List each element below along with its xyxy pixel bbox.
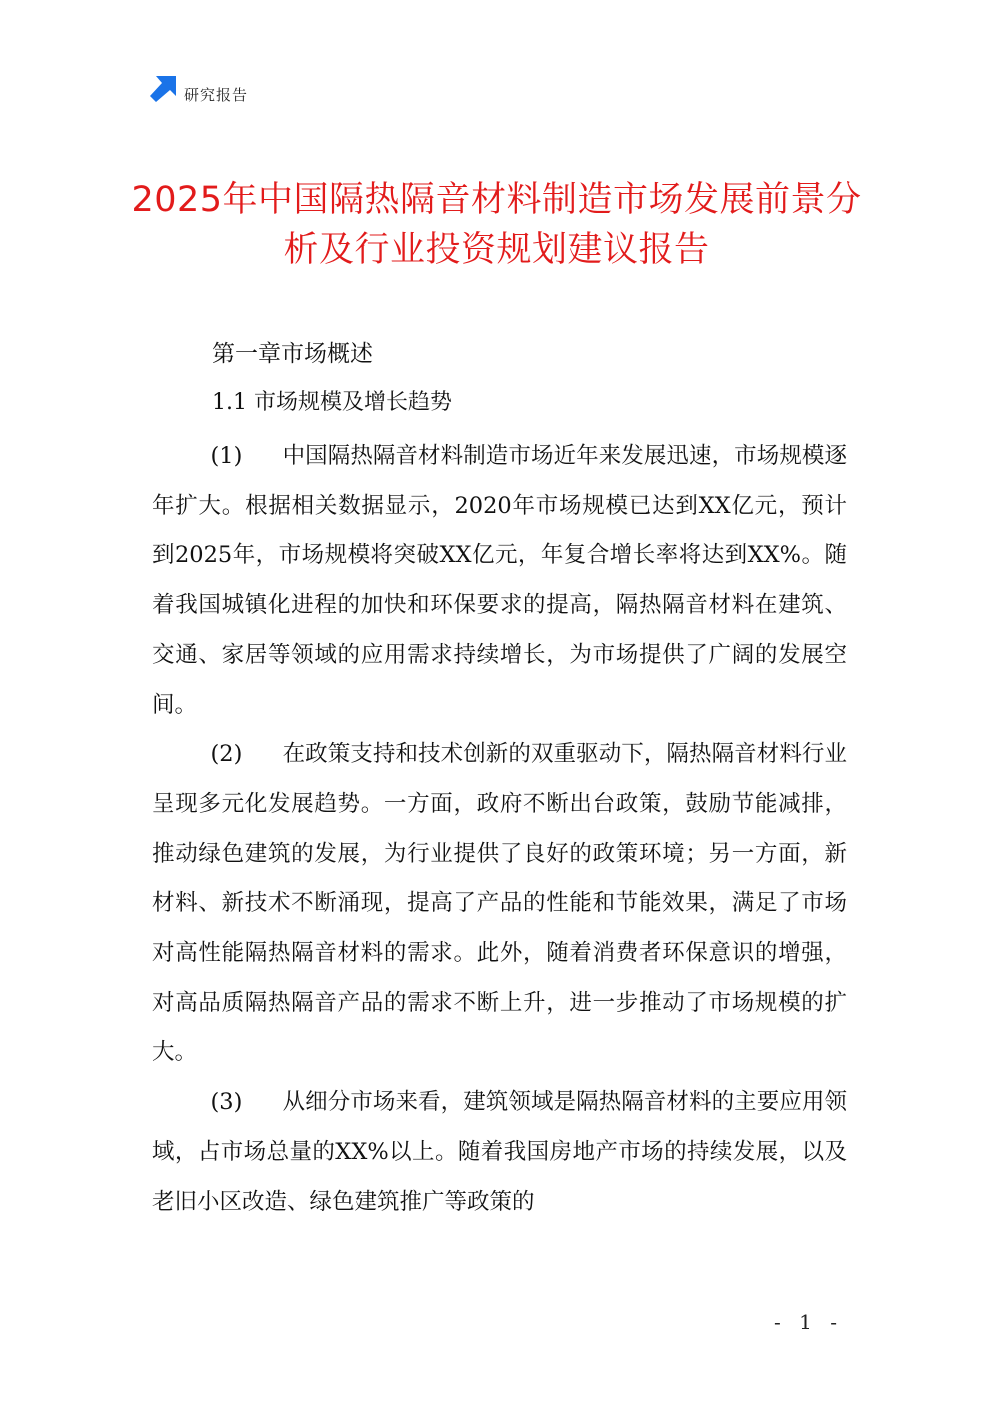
paragraph-text: 中国隔热隔音材料制造市场近年来发展迅速，市场规模逐年扩大。根据相关数据显示，2020年市场规模已达到XX亿元，预计到2025年，市场规模将突破XX亿元，年复合增长率将达到XX%。随着我国城镇化进程的加快和环保要求的提高，隔热隔音材料在建筑、交通、家居等领域的应用需求持续增长，为市场提供了广阔的发展空间。: [152, 443, 847, 718]
chapter-heading: 第一章市场概述: [212, 341, 373, 367]
paragraph-number: (1): [210, 443, 243, 469]
paragraph-number: (2): [210, 741, 243, 768]
report-header: [150, 72, 248, 105]
paragraph-number: (3): [210, 1089, 243, 1116]
paragraph-2: [152, 730, 847, 1078]
section-heading: 1.1 市场规模及增长趋势: [212, 390, 452, 415]
paragraph-3: [152, 1078, 847, 1227]
document-title: 2025年中国隔热隔音材料制造市场发展前景分析及行业投资规划建议报告: [131, 180, 862, 270]
document-body: [152, 432, 847, 1227]
arrow-up-right-icon: [150, 76, 176, 102]
page-number: - 1 -: [774, 1310, 843, 1334]
paragraph-text: 在政策支持和技术创新的双重驱动下，隔热隔音材料行业呈现多元化发展趋势。一方面，政府不断出台政策，鼓励节能减排，推动绿色建筑的发展，为行业提供了良好的政策环境；另一方面，新材料、新技术不断涌现，提高了产品的性能和节能效果，满足了市场对高性能隔热隔音材料的需求。此外，随着消费者环保意识的增强，对高品质隔热隔音产品的需求不断上升，进一步推动了市场规模的扩大。: [152, 741, 847, 1066]
paragraph-1: [152, 432, 847, 730]
header-label: 研究报告: [184, 86, 249, 104]
paragraph-text: 从细分市场来看，建筑领域是隔热隔音材料的主要应用领域，占市场总量的XX%以上。随着我国房地产市场的持续发展，以及老旧小区改造、绿色建筑推广等政策的: [152, 1089, 847, 1215]
